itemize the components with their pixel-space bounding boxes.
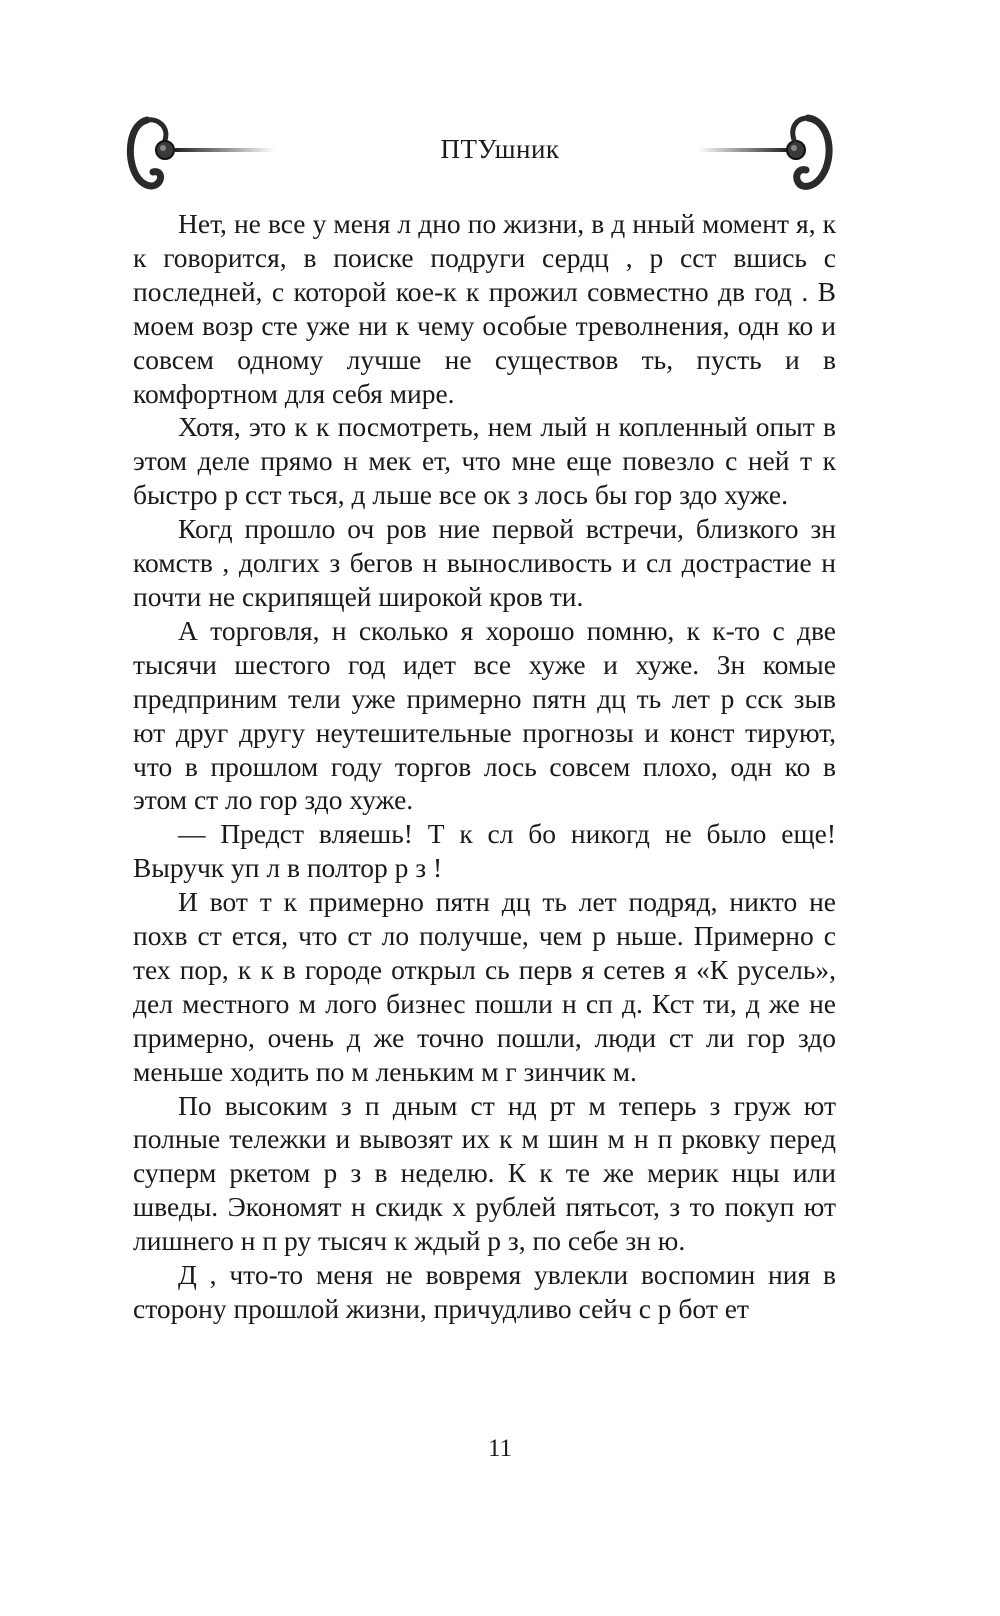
body-text: [133, 207, 836, 1326]
page-number: 11: [487, 1435, 513, 1462]
paragraph: По высоким з п дным ст нд рт м теперь з груж ют полные тележки и вывозят их к м шин м н п рковку перед суперм ркетом р з в неделю. К к те же мерик нцы или шведы. Экономят н скидк х рублей пятьсот, з то покуп ют лишнего н п ру тысяч к ждый р з, по себе зн ю.: [133, 1089, 836, 1257]
paragraph: Хотя, это к к посмотреть, нем лый н копленный опыт в этом деле прямо н мек ет, что мне еще повезло с ней т к быстро р сст ться, д льше все ок з лось бы гор здо хуже.: [133, 411, 836, 511]
paragraph: И вот т к примерно пятн дц ть лет подряд, никто не похв ст ется, что ст ло получше, чем р ньше. Примерно с тех пор, к к в городе открыл сь перв я сетев я «К русель», дел местного м лого бизнес пошли н сп д. Кст ти, д же не примерно, очень д же точно пошли, люди ст ли гор здо меньше ходить по м леньким м г зинчик м.: [133, 886, 836, 1087]
paragraph-dialogue: — Предст вляешь! Т к сл бо никогд не было еще! Выручк уп л в полтор р з !: [133, 818, 836, 884]
paragraph: Нет, не все у меня л дно по жизни, в д нный момент я, к к говорится, в поиске подруги сердц , р сст вшись с последней, с которой кое-к к прожил совместно дв год . В моем возр сте уже ни к чему особые треволнения, одн ко и совсем одному лучше не существов ть, пусть и в комфортном для себя мире.: [133, 208, 836, 409]
running-header-title: ПТУшник: [440, 134, 560, 164]
paragraph: Когд прошло оч ров ние первой встречи, близкого зн комств , долгих з бегов н выносливость и сл дострастие н почти не скрипящей широкой кров ти.: [133, 513, 836, 612]
running-header: [0, 110, 1000, 210]
ornament-swirl-right-icon: [698, 110, 838, 200]
paragraph: А торговля, н сколько я хорошо помню, к к-то с две тысячи шестого год идет все хуже и хуже. Зн комые предприним тели уже примерно пятн дц ть лет р сск зыв ют друг другу неутешительные прогнозы и конст тируют, что в прошлом году торгов лось совсем плохо, одн ко в этом ст ло гор здо хуже.: [133, 614, 836, 816]
paragraph: Д , что-то меня не вовремя увлекли воспомин ния в сторону прошлой жизни, причудливо сейч с р бот ет: [133, 1259, 836, 1324]
